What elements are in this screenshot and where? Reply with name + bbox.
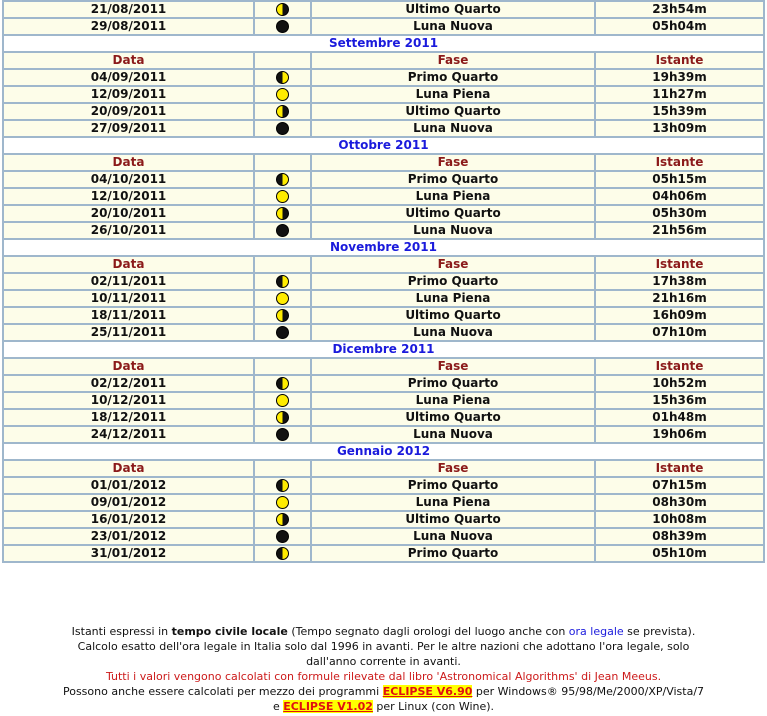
row-phase-icon-cell <box>254 409 311 426</box>
row-phase-icon-cell <box>254 494 311 511</box>
month-title: Ottobre 2011 <box>3 137 764 154</box>
row-phase: Ultimo Quarto <box>311 1 595 18</box>
row-phase: Luna Piena <box>311 392 595 409</box>
first-quarter-icon <box>276 547 289 560</box>
row-time: 10h08m <box>595 511 764 528</box>
row-date: 01/01/2012 <box>3 477 254 494</box>
full-moon-icon <box>276 496 289 509</box>
table-row <box>3 273 764 290</box>
row-date: 31/01/2012 <box>3 545 254 562</box>
new-moon-icon <box>276 122 289 135</box>
row-phase-icon-cell <box>254 392 311 409</box>
footer-line-time-note: Istanti espressi in tempo civile locale (Tempo segnato dagli orologi del luogo anche con ora legale se prevista). <box>71 625 696 638</box>
row-phase: Ultimo Quarto <box>311 103 595 120</box>
header-fase: Fase <box>311 154 595 171</box>
table-row <box>3 494 764 511</box>
row-phase-icon-cell <box>254 273 311 290</box>
row-phase-icon-cell <box>254 426 311 443</box>
row-phase-icon-cell <box>254 103 311 120</box>
row-date: 09/01/2012 <box>3 494 254 511</box>
full-moon-icon <box>276 190 289 203</box>
header-data: Data <box>3 460 254 477</box>
table-row <box>3 307 764 324</box>
first-quarter-icon <box>276 173 289 186</box>
row-date: 04/09/2011 <box>3 69 254 86</box>
month-title-row <box>3 137 764 154</box>
table-row <box>3 222 764 239</box>
row-phase: Ultimo Quarto <box>311 205 595 222</box>
row-phase-icon-cell <box>254 120 311 137</box>
row-date: 12/10/2011 <box>3 188 254 205</box>
table-row <box>3 205 764 222</box>
first-quarter-icon <box>276 479 289 492</box>
row-time: 17h38m <box>595 273 764 290</box>
row-time: 07h10m <box>595 324 764 341</box>
row-phase: Primo Quarto <box>311 69 595 86</box>
row-time: 23h54m <box>595 1 764 18</box>
row-phase: Primo Quarto <box>311 477 595 494</box>
footer-line-meeus: Tutti i valori vengono calcolati con formule rilevate dal libro 'Astronomical Algorithms' di Jean Meeus. <box>105 670 662 683</box>
row-time: 10h52m <box>595 375 764 392</box>
header-istante: Istante <box>595 358 764 375</box>
header-istante: Istante <box>595 154 764 171</box>
row-date: 18/11/2011 <box>3 307 254 324</box>
header-icon <box>254 154 311 171</box>
row-time: 08h39m <box>595 528 764 545</box>
month-title-row <box>3 35 764 52</box>
row-date: 25/11/2011 <box>3 324 254 341</box>
row-time: 15h39m <box>595 103 764 120</box>
row-time: 05h15m <box>595 171 764 188</box>
row-date: 04/10/2011 <box>3 171 254 188</box>
moon-phases-table <box>2 0 765 563</box>
new-moon-icon <box>276 428 289 441</box>
header-fase: Fase <box>311 52 595 69</box>
footer-line-linux: e ECLIPSE V1.02 per Linux (con Wine). <box>272 700 495 713</box>
full-moon-icon <box>276 292 289 305</box>
row-time: 19h39m <box>595 69 764 86</box>
column-header-row <box>3 154 764 171</box>
table-row <box>3 86 764 103</box>
row-phase: Ultimo Quarto <box>311 409 595 426</box>
row-phase: Luna Nuova <box>311 528 595 545</box>
header-istante: Istante <box>595 52 764 69</box>
month-title-row <box>3 443 764 460</box>
row-phase-icon-cell <box>254 290 311 307</box>
row-date: 18/12/2011 <box>3 409 254 426</box>
row-phase-icon-cell <box>254 477 311 494</box>
new-moon-icon <box>276 20 289 33</box>
table-row <box>3 426 764 443</box>
table-row <box>3 120 764 137</box>
row-phase: Luna Piena <box>311 290 595 307</box>
header-data: Data <box>3 256 254 273</box>
last-quarter-icon <box>276 513 289 526</box>
row-phase: Luna Nuova <box>311 222 595 239</box>
eclipse-windows-link[interactable]: ECLIPSE V6.90 <box>382 685 473 698</box>
header-icon <box>254 358 311 375</box>
row-phase-icon-cell <box>254 307 311 324</box>
row-time: 21h56m <box>595 222 764 239</box>
row-date: 20/10/2011 <box>3 205 254 222</box>
row-time: 07h15m <box>595 477 764 494</box>
row-phase-icon-cell <box>254 188 311 205</box>
month-title: Novembre 2011 <box>3 239 764 256</box>
row-phase: Luna Piena <box>311 188 595 205</box>
last-quarter-icon <box>276 105 289 118</box>
footer-notes <box>0 624 767 714</box>
header-data: Data <box>3 52 254 69</box>
row-phase-icon-cell <box>254 69 311 86</box>
table-row <box>3 528 764 545</box>
table-row <box>3 392 764 409</box>
column-header-row <box>3 52 764 69</box>
table-row <box>3 1 764 18</box>
header-istante: Istante <box>595 256 764 273</box>
row-phase-icon-cell <box>254 545 311 562</box>
row-phase-icon-cell <box>254 18 311 35</box>
footer-line-dst: Calcolo esatto dell'ora legale in Italia solo dal 1996 in avanti. Per le altre nazioni che adottano l'ora legale, solo <box>77 640 690 653</box>
new-moon-icon <box>276 326 289 339</box>
header-fase: Fase <box>311 460 595 477</box>
header-data: Data <box>3 358 254 375</box>
table-row <box>3 290 764 307</box>
row-phase: Luna Nuova <box>311 426 595 443</box>
header-icon <box>254 52 311 69</box>
row-phase: Luna Piena <box>311 86 595 103</box>
row-phase-icon-cell <box>254 511 311 528</box>
new-moon-icon <box>276 224 289 237</box>
month-title: Settembre 2011 <box>3 35 764 52</box>
row-date: 26/10/2011 <box>3 222 254 239</box>
first-quarter-icon <box>276 71 289 84</box>
row-phase-icon-cell <box>254 171 311 188</box>
column-header-row <box>3 256 764 273</box>
row-phase: Luna Nuova <box>311 18 595 35</box>
month-title-row <box>3 341 764 358</box>
row-phase-icon-cell <box>254 222 311 239</box>
eclipse-linux-link[interactable]: ECLIPSE V1.02 <box>283 700 373 713</box>
row-phase: Luna Nuova <box>311 120 595 137</box>
row-date: 10/11/2011 <box>3 290 254 307</box>
row-date: 16/01/2012 <box>3 511 254 528</box>
row-date: 24/12/2011 <box>3 426 254 443</box>
first-quarter-icon <box>276 275 289 288</box>
last-quarter-icon <box>276 207 289 220</box>
row-time: 15h36m <box>595 392 764 409</box>
row-date: 21/08/2011 <box>3 1 254 18</box>
first-quarter-icon <box>276 377 289 390</box>
row-time: 08h30m <box>595 494 764 511</box>
row-phase: Primo Quarto <box>311 375 595 392</box>
row-phase: Luna Piena <box>311 494 595 511</box>
full-moon-icon <box>276 394 289 407</box>
full-moon-icon <box>276 88 289 101</box>
row-date: 10/12/2011 <box>3 392 254 409</box>
row-time: 11h27m <box>595 86 764 103</box>
month-title: Dicembre 2011 <box>3 341 764 358</box>
row-phase: Luna Nuova <box>311 324 595 341</box>
new-moon-icon <box>276 530 289 543</box>
row-phase: Primo Quarto <box>311 545 595 562</box>
last-quarter-icon <box>276 309 289 322</box>
month-title-row <box>3 239 764 256</box>
table-row <box>3 103 764 120</box>
row-date: 12/09/2011 <box>3 86 254 103</box>
row-time: 05h30m <box>595 205 764 222</box>
row-date: 27/09/2011 <box>3 120 254 137</box>
table-row <box>3 511 764 528</box>
table-row <box>3 69 764 86</box>
row-phase-icon-cell <box>254 86 311 103</box>
row-phase: Ultimo Quarto <box>311 511 595 528</box>
row-date: 29/08/2011 <box>3 18 254 35</box>
row-phase-icon-cell <box>254 324 311 341</box>
row-date: 02/11/2011 <box>3 273 254 290</box>
footer-line-dst-cont: dall'anno corrente in avanti. <box>306 655 461 668</box>
row-time: 05h04m <box>595 18 764 35</box>
row-phase-icon-cell <box>254 205 311 222</box>
row-date: 23/01/2012 <box>3 528 254 545</box>
header-fase: Fase <box>311 256 595 273</box>
row-phase-icon-cell <box>254 528 311 545</box>
column-header-row <box>3 358 764 375</box>
row-time: 21h16m <box>595 290 764 307</box>
table-row <box>3 545 764 562</box>
table-row <box>3 477 764 494</box>
row-date: 02/12/2011 <box>3 375 254 392</box>
table-row <box>3 188 764 205</box>
table-row <box>3 18 764 35</box>
row-phase-icon-cell <box>254 1 311 18</box>
header-icon <box>254 460 311 477</box>
table-row <box>3 171 764 188</box>
header-fase: Fase <box>311 358 595 375</box>
row-phase-icon-cell <box>254 375 311 392</box>
header-data: Data <box>3 154 254 171</box>
row-time: 05h10m <box>595 545 764 562</box>
row-time: 19h06m <box>595 426 764 443</box>
ora-legale-link[interactable]: ora legale <box>568 625 624 638</box>
table-row <box>3 324 764 341</box>
row-time: 16h09m <box>595 307 764 324</box>
row-date: 20/09/2011 <box>3 103 254 120</box>
month-title: Gennaio 2012 <box>3 443 764 460</box>
last-quarter-icon <box>276 3 289 16</box>
table-row <box>3 375 764 392</box>
header-istante: Istante <box>595 460 764 477</box>
row-time: 04h06m <box>595 188 764 205</box>
row-phase: Primo Quarto <box>311 171 595 188</box>
header-icon <box>254 256 311 273</box>
row-phase: Primo Quarto <box>311 273 595 290</box>
row-time: 13h09m <box>595 120 764 137</box>
footer-line-programs: Possono anche essere calcolati per mezzo dei programmi ECLIPSE V6.90 per Windows® 95/98/Me/2000/XP/Vista/7 <box>62 685 705 698</box>
row-time: 01h48m <box>595 409 764 426</box>
last-quarter-icon <box>276 411 289 424</box>
table-row <box>3 409 764 426</box>
column-header-row <box>3 460 764 477</box>
row-phase: Ultimo Quarto <box>311 307 595 324</box>
